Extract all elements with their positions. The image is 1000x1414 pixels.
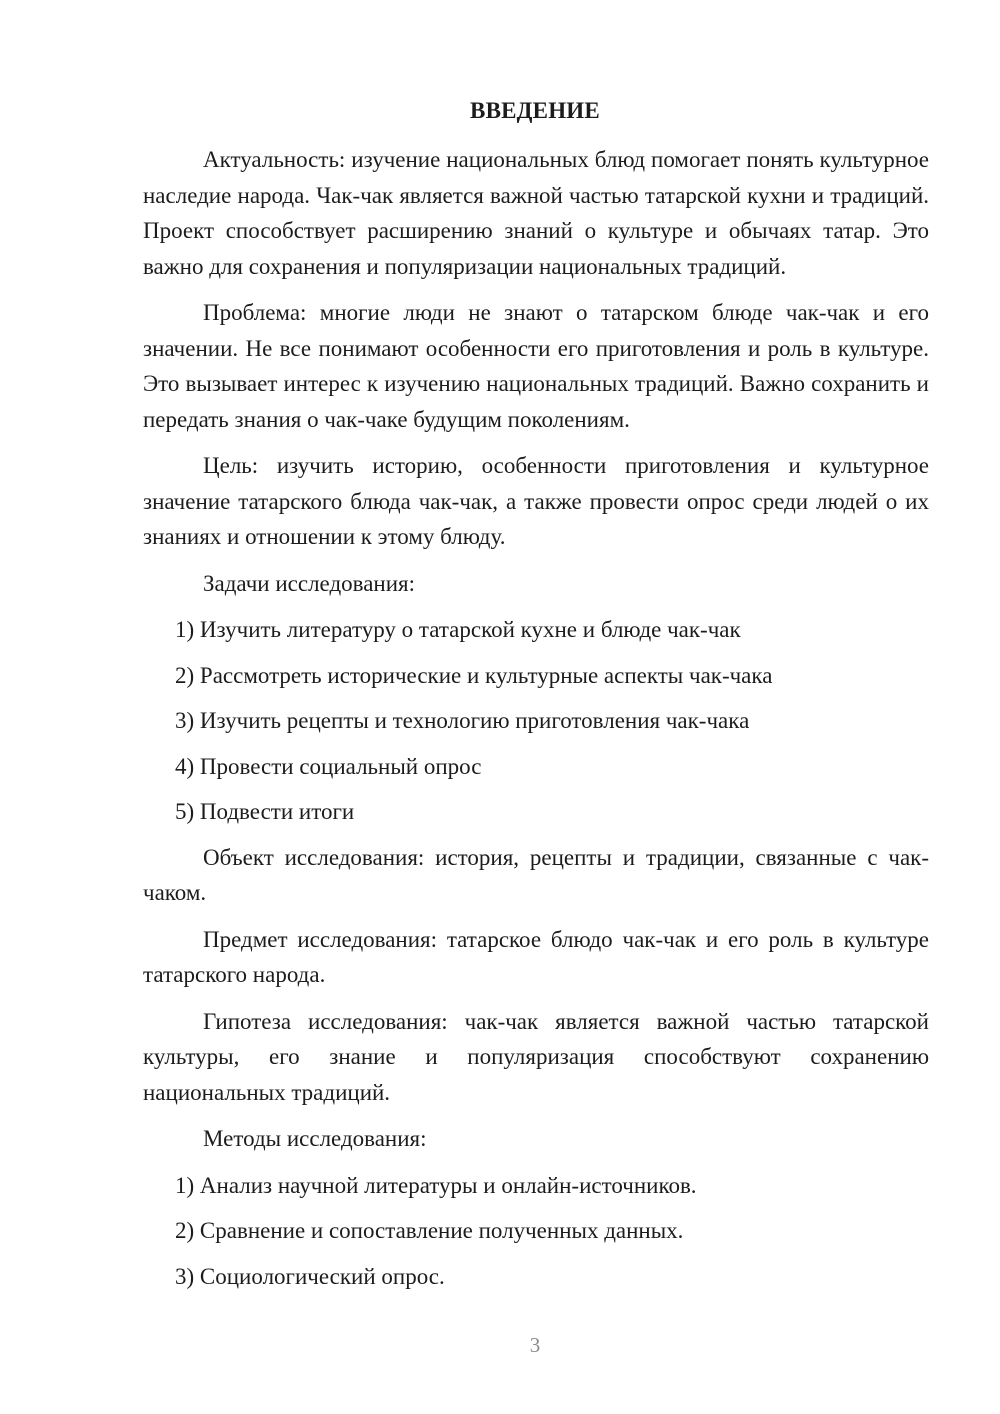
document-body xyxy=(143,142,929,1304)
list-item: 4) Провести социальный опрос xyxy=(175,753,482,779)
list-item: 2) Рассмотреть исторические и культурные аспекты чак-чака xyxy=(175,662,773,688)
subject-paragraph: Предмет исследования: татарское блюдо чак-чак и его роль в культуре татарского народа. xyxy=(143,926,929,987)
problem-paragraph: Проблема: многие люди не знают о татарском блюде чак-чак и его значении. Не все понимают особенности его приготовления и роль в культуре. Это вызывает интерес к изучению национальных традиций. Важно сохранить и передать знания о чак-чаке будущим поколениям. xyxy=(143,300,929,432)
goal-paragraph: Цель: изучить историю, особенности приготовления и культурное значение татарского блюда чак-чак, а также провести опрос среди людей о их знаниях и отношении к этому блюду. xyxy=(143,453,929,549)
object-paragraph: Объект исследования: история, рецепты и традиции, связанные с чак-чаком. xyxy=(143,844,929,905)
tasks-list xyxy=(143,612,929,830)
relevance-paragraph: Актуальность: изучение национальных блюд помогает понять культурное наследие народа. Чак-чак является важной частью татарской кухни и традиций. Проект способствует расширению знаний о культуре и обычаях татар. Это важно для сохранения и популяризации национальных традиций. xyxy=(143,147,929,279)
list-item: 3) Изучить рецепты и технологию приготовления чак-чака xyxy=(175,708,750,733)
list-item: 5) Подвести итоги xyxy=(175,799,355,824)
list-item: 3) Социологический опрос. xyxy=(175,1263,445,1289)
list-item: 1) Анализ научной литературы и онлайн-источников. xyxy=(175,1172,697,1198)
hypothesis-paragraph: Гипотеза исследования: чак-чак является важной частью татарской культуры, его знание и популяризация способствуют сохранению национальных традиций. xyxy=(143,1008,929,1105)
list-item: 2) Сравнение и сопоставление полученных данных. xyxy=(175,1218,684,1243)
methods-title: Методы исследования: xyxy=(203,1126,427,1151)
tasks-title: Задачи исследования: xyxy=(203,570,416,596)
list-item: 1) Изучить литературу о татарской кухне и блюде чак-чак xyxy=(175,617,741,642)
page-number: 3 xyxy=(529,1333,541,1357)
page-title: ВВЕДЕНИЕ xyxy=(470,98,600,123)
methods-list xyxy=(143,1168,929,1295)
